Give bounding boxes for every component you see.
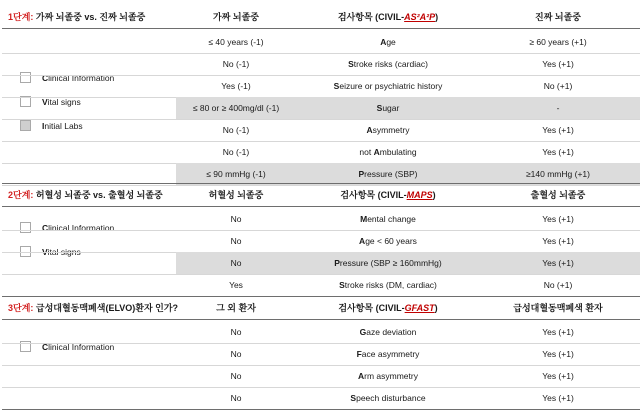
table-row: No Face asymmetry Yes (+1) bbox=[2, 343, 640, 366]
table-row-highlighted: ≤ 90 mmHg (-1) Pressure (SBP) ≥140 mmHg (+1) bbox=[2, 163, 640, 186]
step1-title: 1단계: 가짜 뇌졸중 vs. 진짜 뇌졸중 bbox=[8, 12, 146, 22]
step2-col-test-items: 검사항목 (CIVIL-MAPS) bbox=[340, 190, 436, 200]
step2-title: 2단계: 허혈성 뇌졸중 vs. 출혈성 뇌졸중 bbox=[8, 190, 163, 200]
step3-header bbox=[2, 296, 640, 320]
table-row: No Speech disturbance Yes (+1) bbox=[2, 387, 640, 410]
step2-header bbox=[2, 183, 640, 207]
step1-col-true-stroke: 진짜 뇌졸중 bbox=[535, 12, 581, 22]
table-row-highlighted: No Pressure (SBP ≥ 160mmHg) Yes (+1) bbox=[2, 252, 640, 275]
table-row: No (-1) Stroke risks (cardiac) Yes (+1) bbox=[2, 53, 640, 76]
step3-col-test-items: 검사항목 (CIVIL-GFAST) bbox=[338, 303, 438, 313]
table-row-highlighted: ≤ 80 or ≥ 400mg/dl (-1) Sugar - bbox=[2, 97, 640, 120]
civil-stroke-assessment-table: 1단계: 가짜 뇌졸중 vs. 진짜 뇌졸중 가짜 뇌졸중 검사항목 (CIVIL-AS²A²P) 진짜 뇌졸중 Clinical Information Vital signs Initial Labs ≤ 40 years (-1) Age ≥ 60 years (+1) No (-1) Stroke risks (cardiac) Yes (+1) Yes (-1) Seizure or psychiatric history No (+1) ≤ 80 or ≥ 400mg/dl (-1) Sugar - No (-1) Asymmetry Yes (+1) No (-1) not Ambulating Yes (+1) ≤ 90 mmHg (-1) Pressure (SBP) ≥140 mmHg (+1) 2단계: 허혈성 뇌졸중 vs. 출혈성 뇌졸중 허혈성 뇌졸중 검사항목 (CIVIL-MAPS) 출혈성 뇌졸중 Clinical Information Vital signs No Mental change Yes (+1) No Age < 60 years Yes (+1) No Pressure (SBP ≥ 160mmHg) Yes (+1) Yes Stroke risks (DM, cardiac) No (+1) 3단계: 급성대혈동맥폐색(ELVO)환자 인가? 그 외 환자 검사항목 (CIVIL-GFAST) 급성대혈동맥폐색 환자 Clinical Information No Gaze deviation Yes (+1) No Face asymmetry Yes (+1) No Arm asymmetry Yes (+1) No Speech disturbance Yes (+1) bbox=[0, 0, 643, 415]
table-row: No Age < 60 years Yes (+1) bbox=[2, 230, 640, 253]
table-row: No Gaze deviation Yes (+1) bbox=[2, 321, 640, 344]
step1-header bbox=[2, 6, 640, 29]
table-row: No (-1) Asymmetry Yes (+1) bbox=[2, 119, 640, 142]
step1-col-test-items: 검사항목 (CIVIL-AS²A²P) bbox=[337, 12, 439, 22]
table-row: Yes (-1) Seizure or psychiatric history No (+1) bbox=[2, 75, 640, 98]
step3-col-elvo-patients: 급성대혈동맥폐색 환자 bbox=[513, 303, 603, 313]
table-row: ≤ 40 years (-1) Age ≥ 60 years (+1) bbox=[2, 31, 640, 54]
table-row: No Mental change Yes (+1) bbox=[2, 208, 640, 231]
step1-col-fake-stroke: 가짜 뇌졸중 bbox=[213, 12, 259, 22]
step2-col-hemorrhagic: 출혈성 뇌졸중 bbox=[530, 190, 586, 200]
table-row: Yes Stroke risks (DM, cardiac) No (+1) bbox=[2, 274, 640, 297]
step2-col-ischemic: 허혈성 뇌졸중 bbox=[208, 190, 264, 200]
step3-title: 3단계: 급성대혈동맥폐색(ELVO)환자 인가? bbox=[8, 303, 179, 313]
table-row: No Arm asymmetry Yes (+1) bbox=[2, 365, 640, 388]
table-row: No (-1) not Ambulating Yes (+1) bbox=[2, 141, 640, 164]
step3-col-other-patients: 그 외 환자 bbox=[216, 303, 256, 313]
